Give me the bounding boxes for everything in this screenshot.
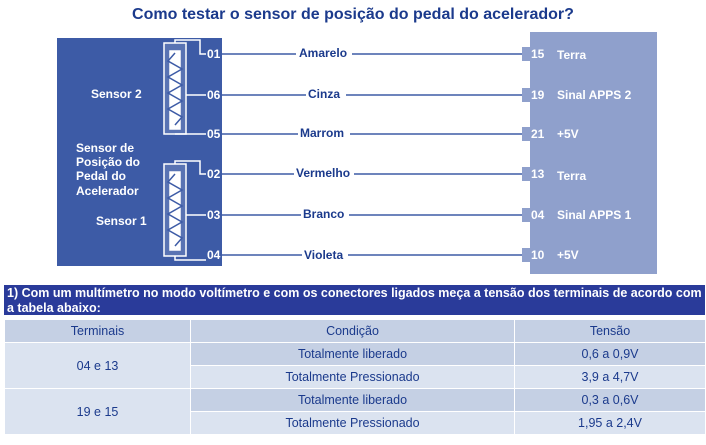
voltage-cell: 0,3 a 0,6V	[515, 389, 706, 412]
voltage-cell: 3,9 a 4,7V	[515, 366, 706, 389]
column-header-terminals: Terminais	[5, 320, 191, 343]
wire-color-label: Cinza	[308, 87, 341, 101]
left-pin-label: 02	[207, 167, 221, 181]
condition-cell: Totalmente liberado	[191, 343, 515, 366]
condition-cell: Totalmente liberado	[191, 389, 515, 412]
sensor-2-label: Sensor 2	[91, 87, 142, 101]
left-pin-label: 01	[207, 47, 221, 61]
sensor-1-label: Sensor 1	[96, 214, 147, 228]
sensor-main-label-1: Sensor de	[76, 141, 135, 155]
right-pin-label: 13	[531, 167, 545, 181]
left-pin-label: 03	[207, 208, 221, 222]
condition-cell: Totalmente Pressionado	[191, 366, 515, 389]
voltage-cell: 0,6 a 0,9V	[515, 343, 706, 366]
wire-color-label: Violeta	[304, 248, 344, 262]
wire-color-label: Amarelo	[299, 46, 348, 60]
right-pin-label: 21	[531, 127, 545, 141]
right-pin-label: 15	[531, 47, 545, 61]
right-function-label: +5V	[557, 248, 579, 262]
sensor-main-label-3: Pedal do	[76, 169, 127, 183]
left-pin-label: 05	[207, 127, 221, 141]
right-function-label: Terra	[557, 169, 587, 183]
left-pin-label: 04	[207, 248, 221, 262]
right-function-label: +5V	[557, 127, 579, 141]
sensor-main-label-4: Acelerador	[76, 184, 139, 198]
wire-row	[206, 248, 579, 262]
left-pin-label: 06	[207, 88, 221, 102]
condition-cell: Totalmente Pressionado	[191, 412, 515, 435]
wire-row	[206, 166, 586, 183]
wire-row	[206, 207, 632, 222]
wire-color-label: Marrom	[300, 126, 345, 140]
column-header-voltage: Tensão	[515, 320, 706, 343]
table-row	[5, 389, 706, 412]
wire-color-label: Branco	[303, 207, 345, 221]
right-pin-label: 10	[531, 248, 545, 262]
right-function-label: Sinal APPS 1	[557, 208, 632, 222]
instruction-banner: 1) Com um multímetro no modo voltímetro e com os conectores ligados meça a tensão dos terminais de acordo com a tabela abaixo:	[4, 285, 705, 315]
terminals-cell: 19 e 15	[5, 389, 191, 435]
right-pin-label: 04	[531, 208, 545, 222]
wire-color-label: Vermelho	[296, 166, 351, 180]
right-function-label: Sinal APPS 2	[557, 88, 632, 102]
right-pin-label: 19	[531, 88, 545, 102]
table-row	[5, 343, 706, 366]
wire-row	[206, 46, 586, 62]
wire-row	[206, 126, 579, 141]
table-header-row	[5, 320, 706, 343]
ecu-connector-box	[530, 32, 657, 274]
right-function-label: Terra	[557, 48, 587, 62]
terminals-cell: 04 e 13	[5, 343, 191, 389]
column-header-condition: Condição	[191, 320, 515, 343]
voltage-table	[4, 319, 706, 435]
voltage-cell: 1,95 a 2,4V	[515, 412, 706, 435]
wire-row	[206, 87, 632, 102]
page-title: Como testar o sensor de posição do pedal do acelerador?	[132, 6, 574, 23]
sensor-main-label-2: Posição do	[76, 155, 141, 169]
